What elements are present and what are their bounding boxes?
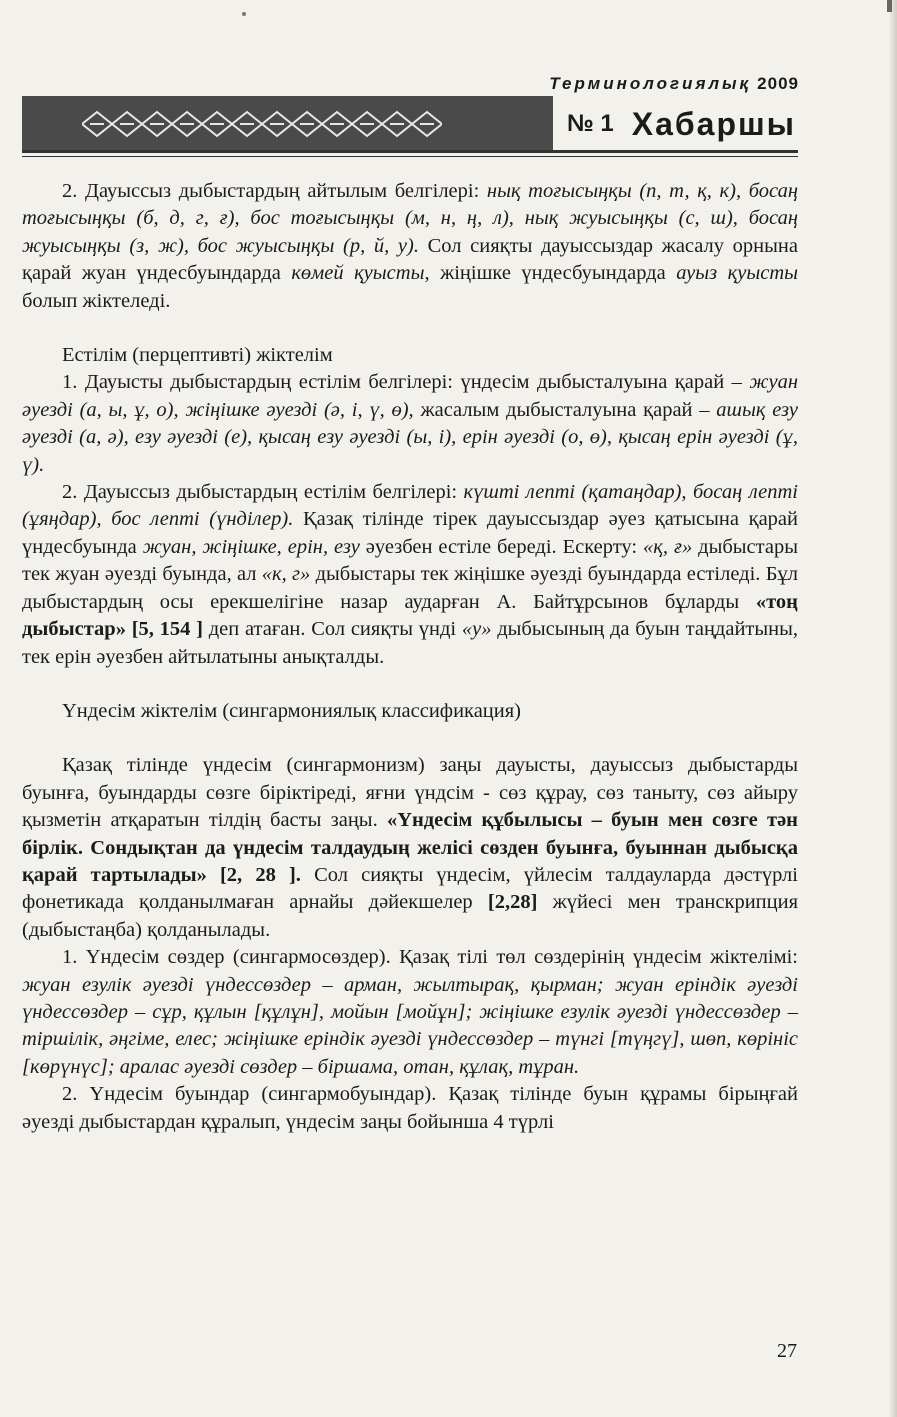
body-text [22, 178, 798, 1136]
spacer [22, 725, 798, 752]
italic-text: көмей қуысты [291, 262, 425, 285]
text-run: дыбыстары тек жіңішке әуезді буындарда естіледі. Бұл дыбыстардың осы ерекшелігіне назар аударған А. Байтұрсынов бұларды [22, 563, 798, 613]
header-rule [22, 150, 798, 153]
page-number: 27 [777, 1340, 797, 1362]
text-run: 1. Үндесім сөздер (сингармосөздер). Қазақ тілі төл сөздерінің үндесім жіктелімі: [62, 946, 798, 969]
ornament-icon [82, 104, 442, 144]
text-run: жүйесі мен транскрипция (дыбыстаңба) қолданылады. [22, 891, 799, 941]
italic-text: күшті лепті (қатаңдар), босаң лепті (ұяңдар), бос лепті (үнділер). [22, 481, 798, 531]
text-run: дыбысының да буын таңдайтыны, тек ерін әуезбен айтылатыны анықталды. [22, 618, 799, 668]
section-heading [22, 698, 798, 725]
spacer [22, 315, 798, 342]
journal-word: Терминологиялық [549, 74, 752, 93]
spacer [22, 671, 798, 698]
text-run: Үндесім жіктелім (сингармониялық классификация) [62, 699, 521, 722]
issue-number: № 1 [566, 110, 614, 137]
text-run: Естілім (перцептивті) жіктелім [62, 344, 333, 367]
text-run: 1. Дауысты дыбыстардың естілім белгілері: үндесім дыбысталуына қарай – [62, 371, 750, 394]
paragraph [22, 944, 798, 1081]
section-heading [22, 342, 798, 369]
italic-text: жуан әуезді (а, ы, ұ, о), жіңішке әуезді (ә, і, ү, ө), [22, 371, 798, 421]
italic-text: «қ, ғ» [643, 535, 693, 558]
text-run: Сол сияқты үндесім, үйлесім талдауларда дәстүрлі фонетикада қолданылмаған арнайы дәйекшелер [22, 863, 798, 914]
paragraph [22, 369, 798, 479]
text-run: Қазақ тілінде үндесім (сингармонизм) заңы дауысты, дауыссыз дыбыстарды буынға, буындарды сөзге біріктіреді, яғни үндсім - сөз құрау, сөз таныту, сөз айыру қызметін атқаратын тілдің басты заңы. [22, 754, 798, 832]
journal-header [549, 74, 799, 94]
text-run: жасалым дыбысталуына қарай – [413, 398, 717, 421]
scan-mark [887, 0, 892, 12]
bold-text: «Үндесім құбылысы – буын мен сөзге тән бірлік. Сондықтан да үндесім талдаудың желісі сөзден буынға, буыннан дыбысқа қарай тартылады» [2, 28 ]. [22, 809, 798, 886]
text-run: деп атаған. Сол сияқты үнді [202, 618, 462, 641]
banner-title [553, 96, 798, 152]
text-run: әуезбен естіле береді. Ескерту: [359, 535, 644, 558]
bold-text: «тоң дыбыстар» [5, 154 ] [22, 590, 798, 641]
italic-text: жуан, жіңішке, ерін, езу [142, 535, 360, 558]
text-run: , жіңішке үндесбуындарда [424, 262, 677, 285]
italic-text: ашық езу әуезді (а, ә), езу әуезді (е), қысаң езу әуезді (ы, і), ерін әуезді (о, ө), қысаң ерін әуезді (ұ, ү). [22, 398, 799, 476]
italic-text: «к, г» [261, 563, 311, 586]
italic-text: жуан езулік әуезді үндессөздер – арман, жылтырақ, қырман; жуан еріндік әуезді үндессөздер – сұр, құлын [құлұн], мойын [мойұн]; жіңішке езулік әуезді үндессөздер – тіршілік, әңгіме, елес; жіңішке еріндік әуезді үндессөздер – түнгі [түңгү], шөп, көрініс [көрүнүс]; аралас әуезді сөздер – біршама, отан, құлақ, тұран. [22, 973, 798, 1078]
paragraph [22, 1081, 798, 1136]
italic-text: «у» [461, 618, 492, 641]
italic-text: ауыз қуысты [676, 262, 799, 285]
paragraph [22, 752, 798, 944]
text-run: дыбыстары тек жуан әуезді буында, ал [22, 535, 798, 586]
paragraph [22, 479, 798, 671]
scan-speck [242, 12, 246, 16]
bold-text: [2,28] [487, 891, 538, 914]
text-run: 2. Дауыссыз дыбыстардың айтылым белгілері: [62, 180, 487, 202]
text-run: Сол сияқты дауыссыздар жасалу орнына қарай жуан үндесбуындарда [22, 234, 798, 285]
italic-text: нық тоғысыңқы (п, т, қ, к), босаң тоғысыңқы (б, д, г, ғ), бос тоғысыңқы (м, н, ң, л), нық жуысыңқы (с, ш), босаң жуысыңқы (з, ж), бос жуысыңқы (р, й, у). [22, 180, 798, 257]
journal-year: 2009 [757, 74, 799, 93]
page-edge [889, 0, 897, 1417]
header-rule-thin [22, 156, 798, 157]
paragraph [22, 178, 798, 315]
text-run: 2. Дауыссыз дыбыстардың естілім белгілері: [62, 481, 464, 504]
header-banner [22, 96, 798, 152]
journal-title: Хабаршы [631, 105, 796, 142]
text-run: болып жіктеледі. [22, 289, 171, 312]
text-run: Қазақ тілінде тірек дауыссыздар әуез қатысына қарай үндесбуында [22, 508, 798, 558]
text-run: 2. Үндесім буындар (сингармобуындар). Қазақ тілінде буын құрамы бірыңғай әуезді дыбыстардан құралып, үндесім заңы бойынша 4 түрлі [22, 1083, 798, 1133]
